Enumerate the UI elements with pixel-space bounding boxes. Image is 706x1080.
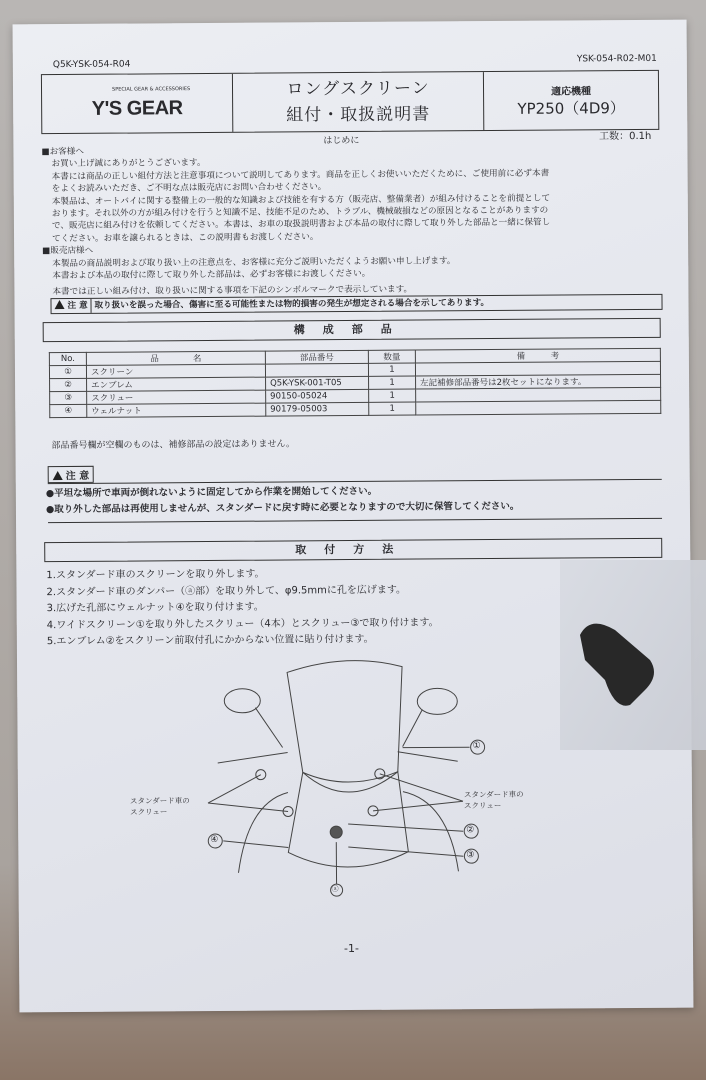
parts-section-title: 構成部品	[43, 318, 661, 342]
doc-code-left: Q5K-YSK-054-R04	[52, 59, 131, 71]
left-mirror	[224, 689, 260, 713]
right-screw-label: スタンダード車の スクリュー	[463, 789, 524, 811]
caution-list: ●平坦な場所で車両が倒れないように固定してから作業を開始してください。 ●取り外した部品は再使用しませんが、スタンダードに戻す時に必要となりますので大切に保管してください。	[45, 485, 520, 516]
weld-nut-part	[560, 560, 706, 750]
left-screw-label: スタンダード車の スクリュー	[129, 796, 190, 817]
instruction-sheet: Q5K-YSK-054-R04 YSK-054-R02-M01 SPECIAL GEAR & ACCESSORIES Y'S GEAR ロングスクリーン 組付・取扱説明書 適応機種 YP250（4D9） はじめに 工数：0.1h ■お客様へ お買い上げ誠にありがとうございます。 本書には商品の正しい組付方法と注意事項について説明してあります。商品を正しくお使いいただくために、ご使用前に必ず本書 をよくお読みいただき、ご不明な点は販売店にお問い合わせください。 本製品は、オートバイに関する整備上の一般的な知識および技能を有する方（販売店、整備業者）が組み付けることを前提として おります。それ以外の方が組み付けを行うと知識不足、技能不足のため、トラブル、機械破損などの原因となることがありますの で、販売店に組み付けを依頼してください。本書は、お車の取扱説明書および本品の取付に際して取り外した部品と一緒に保管し てください。お車を譲られるときは、この説明書もお渡しください。 ■販売店様へ 本製品の商品説明および取り扱い上の注意点を、お客様に充分ご説明いただくようお願い申し上げます。 本書および本品の取付に際して取り外した部品は、必ずお客様にお渡しください。 本書では正しい組み付け、取り扱いに関する事項を下記のシンボルマークで表示しています。 注 意 取り扱いを誤った場合、傷害に至る可能性または物的損害の発生が想定される場合を示してあります。 構成部品 No. 品 名 部品番号 数量 備 考 ① スクリーン 1 ② エンブレム Q5K-YSK-001-T05 1 左記補修部品番号は2枚セットになります。 ③ スクリュー 90150-05024 1 ④ ウェルナット 90179-05003 1 部品番号欄が空欄のものは、補修部品の設定はありません。 注 意 ●平坦な場所で車両が倒れないように固定してから作業を開始してください。 ●取り外した部品は再使用しませんが、スタンダードに戻す時に必要となりますので大切に保管してください。 取付方法 1.スタンダード車のスクリーンを取り外します。 2.スタンダード車のダンパー（ⓐ部）を取り外して、φ9.5mmに孔を広げます。 3.広げた孔部にウェルナット④を取り付けます。 4.ワイドスクリーン①を取り外したスクリュー（4本）とスクリュー③で取り付けます。 5.エンブレム②をスクリーン前取付孔にかからない位置に貼り付けます。 ① ② ③ ④ ⓐ スタンダード車の スクリュー スタンダード車の スクリュー -1-	[13, 20, 694, 1013]
screw-marker	[256, 770, 266, 780]
parts-table	[49, 348, 661, 418]
parts-bag	[560, 560, 706, 750]
brand-logo: SPECIAL GEAR & ACCESSORIES Y'S GEAR	[42, 74, 233, 133]
caution-label: 注 意	[48, 466, 95, 483]
header-box	[41, 70, 659, 134]
callout-lines	[208, 747, 471, 885]
customer-section: ■お客様へ お買い上げ誠にありがとうございます。 本書には商品の正しい組付方法と注意事項について説明してあります。商品を正しくお使いいただくために、ご使用前に必ず本書 をよくお読みいただき、ご不明な点は販売店にお問い合わせください。 本製品は、オートバイに関する整備上の一般的な知識および技能を有する方（販売店、整備業者）が組み付けることを前提として おります。それ以外の方が組み付けを行うと知識不足、技能不足のため、トラブル、機械破損などの原因となることがありますの で、販売店に組み付けを依頼してください。本書は、お車の取扱説明書および本品の取付に際して取り外した部品と一緒に保管し てください。お車を譲られるときは、この説明書もお渡しください。 ■販売店様へ 本製品の商品説明および取り扱い上の注意点を、お客様に充分ご説明いただくようお願い申し上げます。 本書および本品の取付に際して取り外した部品は、必ずお客様にお渡しください。 本書では正しい組み付け、取り扱いに関する事項を下記のシンボルマークで表示しています。	[41, 146, 551, 298]
table-row: ① スクリーン 1	[49, 361, 660, 378]
doc-code-right: YSK-054-R02-M01	[576, 53, 657, 65]
table-row: ④ ウェルナット 90179-05003 1	[50, 400, 661, 417]
caution-label: 注 意	[51, 299, 91, 313]
table-row: ③ スクリュー 90150-05024 1	[50, 387, 661, 404]
caution-section	[48, 460, 662, 484]
body-side	[238, 791, 459, 873]
doc-title: ロングスクリーン 組付・取扱説明書	[233, 72, 484, 132]
install-steps: 1.スタンダード車のスクリーンを取り外します。 2.スタンダード車のダンパー（ⓐ部）を取り外して、φ9.5mmに孔を広げます。 3.広げた孔部にウェルナット④を取り付けます。 4.ワイドスクリーン①を取り外したスクリュー（4本）とスクリュー③で取り付けます。 5.エンブレム②をスクリーン前取付孔にかからない位置に貼り付けます。	[46, 568, 439, 648]
table-header: No. 品 名 部品番号 数量 備 考	[49, 348, 660, 365]
page-number: -1-	[343, 941, 360, 956]
table-row: ② エンブレム Q5K-YSK-001-T05 1 左記補修部品番号は2枚セットになります。	[50, 374, 661, 391]
model-box: 適応機種 YP250（4D9）	[517, 86, 625, 118]
warning-icon	[53, 471, 63, 480]
front-cowl	[288, 772, 409, 868]
caution-definition: 注 意 取り扱いを誤った場合、傷害に至る可能性または物的損害の発生が想定される場合を示してあります。	[50, 294, 662, 314]
warning-icon	[54, 300, 64, 309]
divider	[48, 518, 662, 523]
weld-nut-marker	[330, 826, 342, 838]
screen-outline	[287, 660, 403, 782]
intro-heading: はじめに	[323, 135, 360, 147]
right-mirror	[417, 688, 457, 714]
handlebars	[217, 706, 457, 763]
install-section-title: 取付方法	[44, 538, 662, 562]
parts-note: 部品番号欄が空欄のものは、補修部品の設定はありません。	[51, 439, 296, 452]
labor-time: 工数：0.1h	[599, 130, 652, 143]
